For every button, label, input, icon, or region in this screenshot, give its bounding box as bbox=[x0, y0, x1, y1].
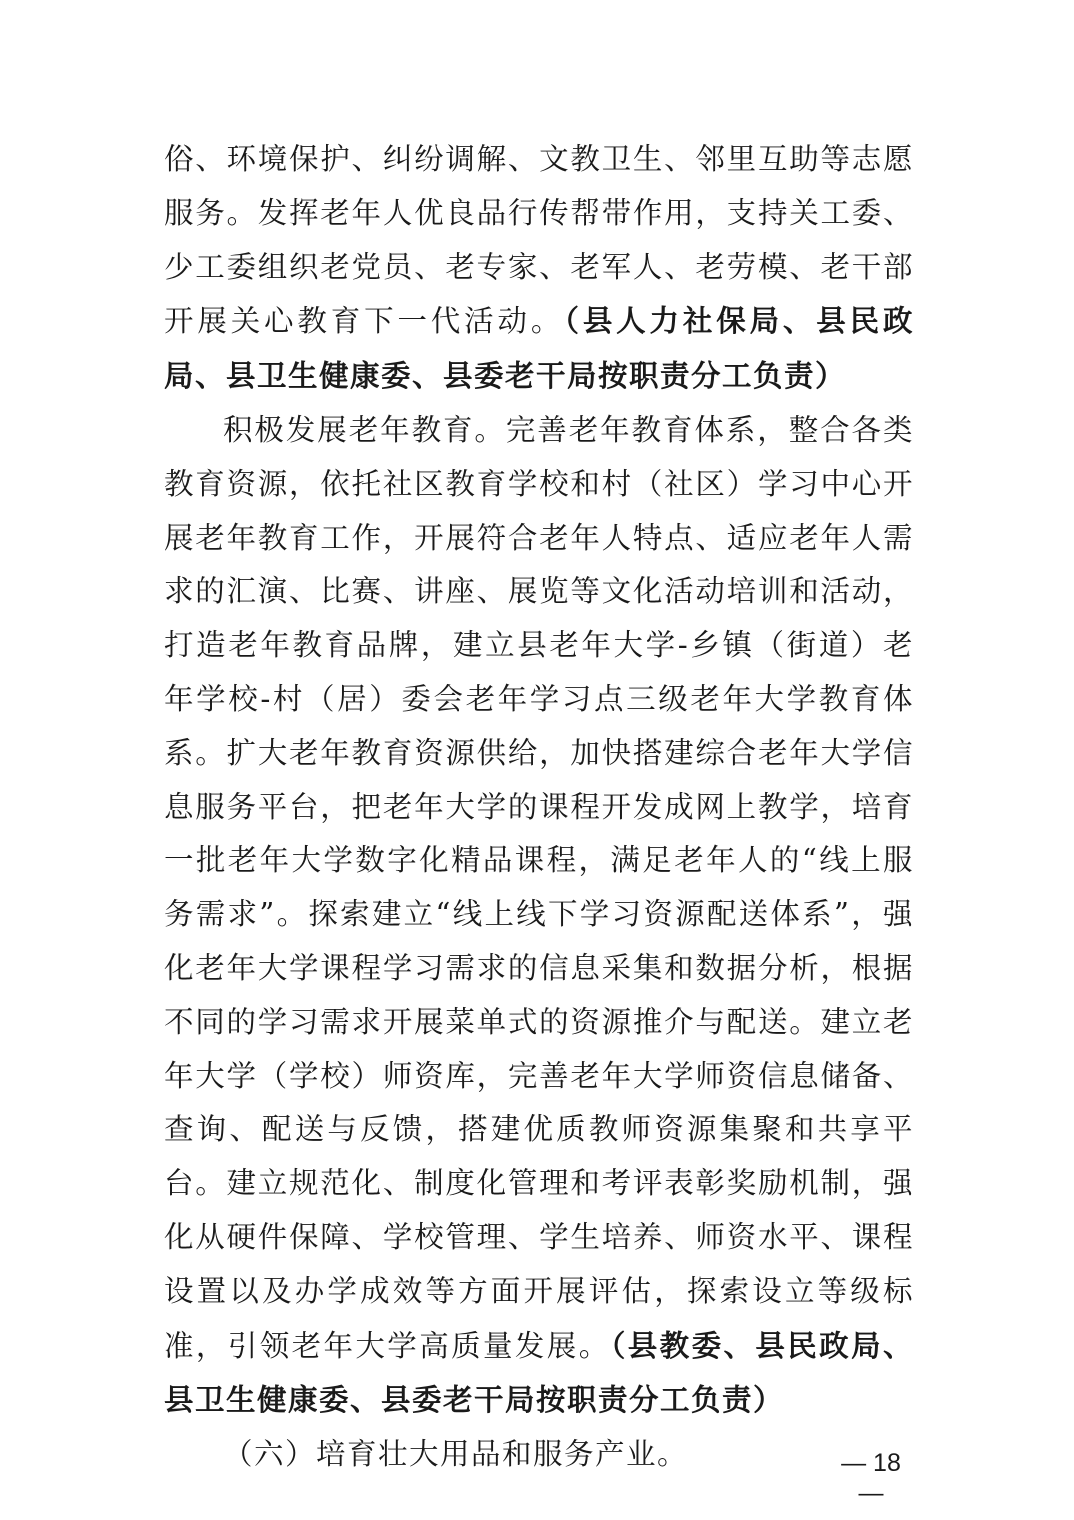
paragraph-elderly-education bbox=[164, 404, 914, 1428]
paragraph-text: 积极发展老年教育。完善老年教育体系，整合各类教育资源，依托社区教育学校和村（社区）学习中心开展老年教育工作，开展符合老年人特点、适应老年人需求的汇演、比赛、讲座、展览等文化活动培训和活动，打造老年教育品牌，建立县老年大学-乡镇（街道）老年学校-村（居）委会老年学习点三级老年大学教育体系。扩大老年教育资源供给，加快搭建综合老年大学信息服务平台，把老年大学的课程开发成网上教学，培育一批老年大学数字化精品课程，满足老年人的“线上服务需求”。探索建立“线上线下学习资源配送体系”，强化老年大学课程学习需求的信息采集和数据分析，根据不同的学习需求开展菜单式的资源推介与配送。建立老年大学（学校）师资库，完善老年大学师资信息储备、查询、配送与反馈，搭建优质教师资源集聚和共享平台。建立规范化、制度化管理和考评表彰奖励机制，强化从硬件保障、学校管理、学生培养、师资水平、课程设置以及办学成效等方面开展评估，探索设立等级标准，引领老年大学高质量发展。 bbox=[164, 412, 914, 1363]
responsibility-note: （县教委、县民政局、县卫生健康委、县委老干局按职责分工负责） bbox=[164, 1327, 914, 1418]
responsibility-note: （县人力社保局、县民政局、县卫生健康委、县委老干局按职责分工负责） bbox=[164, 303, 914, 394]
paragraph-volunteer-services bbox=[164, 133, 914, 404]
section-heading: （六）培育壮大用品和服务产业。 bbox=[223, 1437, 689, 1472]
paragraph-text: 俗、环境保护、纠纷调解、文教卫生、邻里互助等志愿服务。发挥老年人优良品行传帮带作用，支持关工委、少工委组织老党员、老专家、老军人、老劳模、老干部开展关心教育下一代活动。 bbox=[164, 142, 914, 339]
body-text bbox=[164, 133, 914, 1482]
page-number: — 18 — bbox=[841, 1449, 901, 1507]
